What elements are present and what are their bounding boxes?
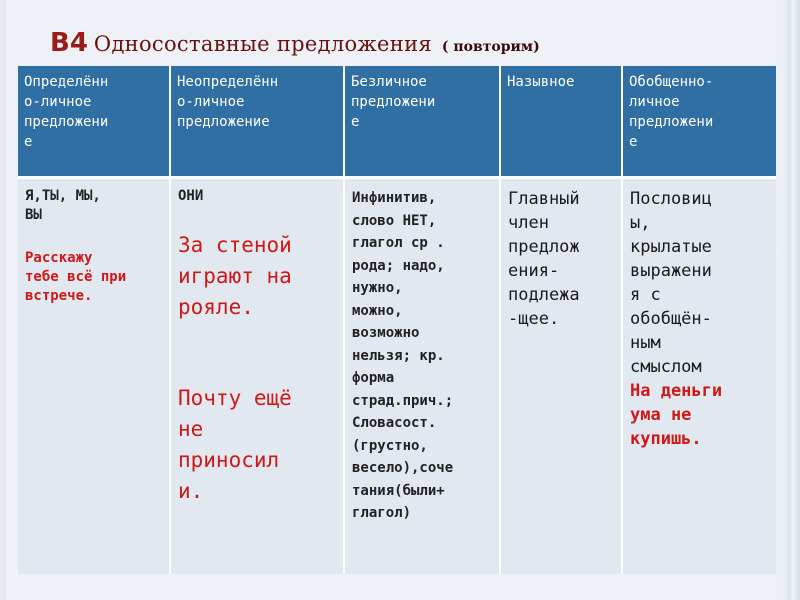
cell-line: глагол) xyxy=(352,505,412,521)
cell-line: о-личное xyxy=(24,94,92,110)
cell-line: Я,ТЫ, МЫ, xyxy=(25,188,101,204)
cell-line: я с xyxy=(630,285,661,305)
cell-text xyxy=(630,187,769,379)
cell-line: глагол ср . xyxy=(352,235,445,251)
cell-line: Расскажу xyxy=(25,250,93,266)
cell-line: рода; надо, xyxy=(352,257,445,274)
cell-line: рояле. xyxy=(178,295,254,319)
title-main: Односоставные предложения xyxy=(93,32,432,56)
header-indefinite-personal xyxy=(170,66,344,178)
cell-line: Безличное xyxy=(351,74,427,90)
cell-line: ОНИ xyxy=(178,188,204,204)
cell-line: Определённ xyxy=(24,74,109,90)
cell-definite-personal xyxy=(18,178,170,575)
title-sub: ( повторим) xyxy=(441,39,540,55)
cell-line: предложение xyxy=(177,114,270,130)
cell-impersonal xyxy=(344,178,500,575)
cell-line: Назывное xyxy=(507,74,575,90)
cell-line: не xyxy=(178,417,204,441)
header-definite-personal xyxy=(18,66,170,178)
header-nominative xyxy=(500,66,622,178)
cell-line: е xyxy=(24,134,33,150)
cell-line: встрече. xyxy=(25,288,93,304)
cell-example xyxy=(178,383,336,507)
cell-line: обобщён- xyxy=(630,309,712,329)
cell-line: член xyxy=(508,213,549,233)
cell-line: о-личное xyxy=(177,94,245,110)
cell-line: Пословиц xyxy=(630,189,712,209)
cell-line: смыслом xyxy=(630,357,702,377)
cell-generalized-personal xyxy=(622,178,776,575)
cell-line: выражени xyxy=(630,261,712,281)
cell-nominative xyxy=(500,178,622,575)
cell-line: За стеной xyxy=(178,233,292,257)
cell-line: страд.прич.; xyxy=(352,392,454,409)
cell-line: (грустно, xyxy=(352,437,428,454)
cell-line: личное xyxy=(629,94,680,110)
cell-line: Неопределённ xyxy=(177,74,279,90)
cell-line: играют на xyxy=(178,264,292,288)
sentence-types-table xyxy=(18,66,776,574)
cell-line: ения- xyxy=(508,261,560,281)
cell-line: ным xyxy=(630,333,661,353)
cell-line: купишь. xyxy=(630,429,702,449)
cell-line: е xyxy=(351,114,360,130)
cell-line: Инфинитив, xyxy=(352,190,437,206)
cell-line: и. xyxy=(178,479,204,503)
cell-text xyxy=(25,187,162,225)
cell-text xyxy=(508,187,614,331)
cell-line: крылатые xyxy=(630,237,712,257)
cell-line: предложени xyxy=(24,114,109,130)
table-header-row xyxy=(18,66,776,178)
cell-line: тебе всё при xyxy=(25,269,127,285)
cell-line: Словасост. xyxy=(352,415,437,431)
cell-text xyxy=(352,187,492,525)
cell-line: нужно, xyxy=(352,280,403,296)
cell-line: Главный xyxy=(508,189,580,209)
title-code: В4 xyxy=(50,28,88,58)
cell-line: ы, xyxy=(630,213,651,233)
cell-line: Почту ещё xyxy=(178,386,292,410)
header-impersonal xyxy=(344,66,500,178)
cell-line: предложени xyxy=(351,94,436,110)
cell-line: форма xyxy=(352,370,395,386)
slide-title xyxy=(50,28,540,58)
cell-line: предложени xyxy=(629,114,714,130)
cell-text xyxy=(178,187,336,206)
table-row xyxy=(18,178,776,575)
cell-example xyxy=(630,379,769,451)
cell-line: подлежа xyxy=(508,285,580,305)
cell-line: весело),соче xyxy=(352,460,454,476)
cell-line: нельзя; кр. xyxy=(352,347,445,364)
cell-indefinite-personal xyxy=(170,178,344,575)
slide-right-edge xyxy=(782,0,800,600)
cell-example xyxy=(178,230,336,323)
cell-line: На деньги xyxy=(630,381,723,401)
cell-line: е xyxy=(629,134,638,150)
cell-line: возможно xyxy=(352,325,420,341)
slide-left-edge xyxy=(0,0,6,600)
cell-line: приносил xyxy=(178,448,280,472)
cell-line: можно, xyxy=(352,302,403,319)
cell-line: ума не xyxy=(630,405,692,425)
cell-line: -щее. xyxy=(508,309,560,329)
cell-line: слово НЕТ, xyxy=(352,212,437,229)
cell-line: ВЫ xyxy=(25,207,42,223)
header-generalized-personal xyxy=(622,66,776,178)
cell-line: Обобщенно- xyxy=(629,74,714,90)
cell-example xyxy=(25,249,162,306)
cell-line: предлож xyxy=(508,237,580,257)
cell-line: тания(были+ xyxy=(352,482,445,499)
